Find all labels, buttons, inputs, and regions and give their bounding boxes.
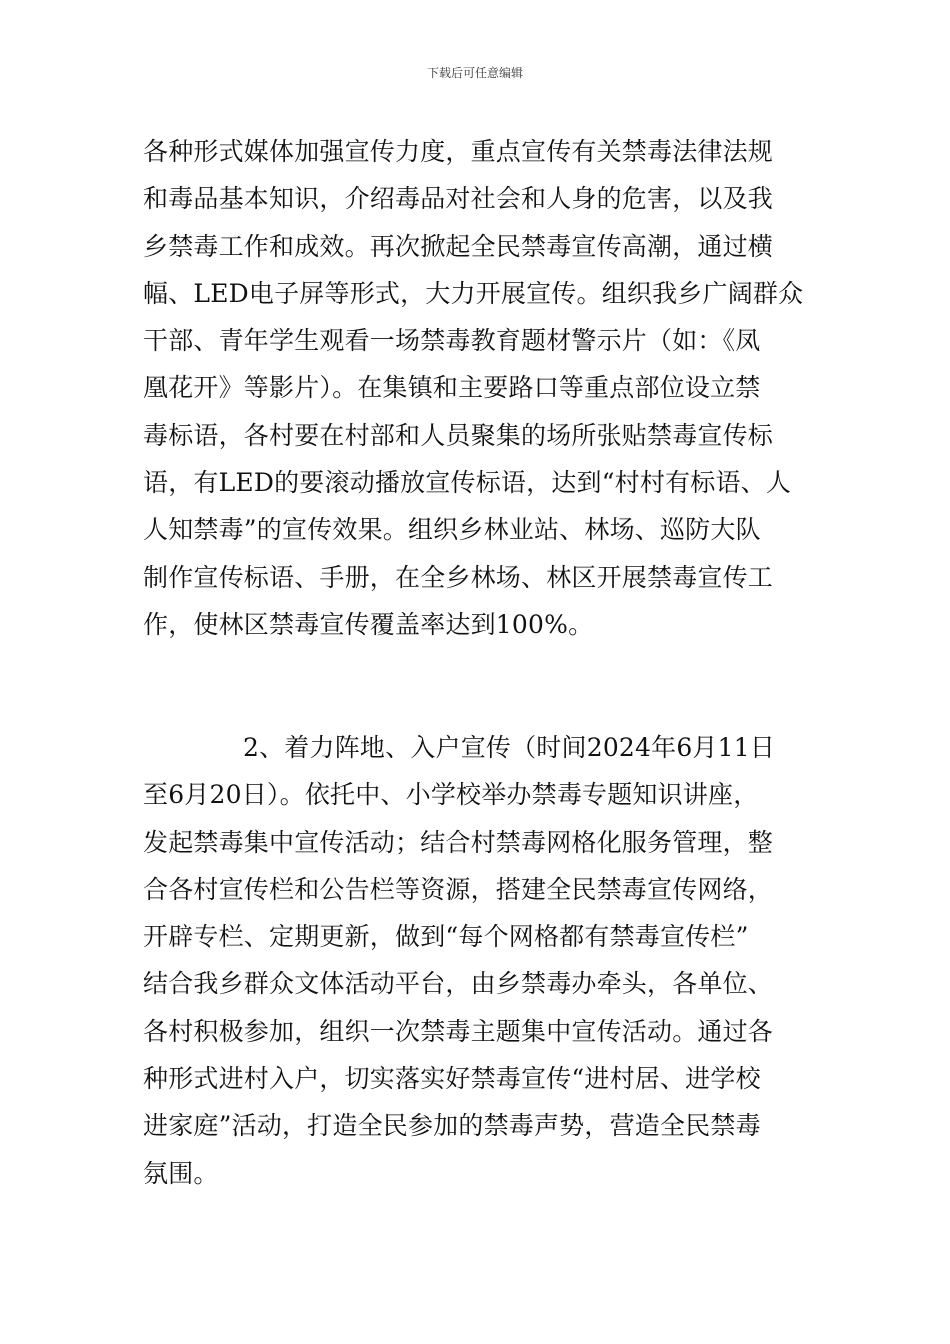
text-line: 结合我乡群众文体活动平台，由乡禁毒办牵头，各单位、	[143, 969, 774, 999]
page-header-note: 下载后可任意编辑	[426, 66, 523, 80]
text-line: 开辟专栏、定期更新，做到“每个网格都有禁毒宣传栏”	[143, 922, 749, 952]
text-line: 发起禁毒集中宣传活动；结合村禁毒网格化服务管理，整	[143, 827, 774, 857]
text-line: 幅、LED电子屏等形式，大力开展宣传。组织我乡广阔群众	[143, 278, 804, 308]
text-line: 各村积极参加，组织一次禁毒主题集中宣传活动。通过各	[143, 1016, 774, 1046]
body-paragraph-1	[143, 128, 807, 648]
text-line: 各种形式媒体加强宣传力度，重点宣传有关禁毒法律法规	[143, 137, 774, 166]
body-paragraph-2	[143, 724, 807, 1197]
text-line: 2、着力阵地、入户宣传（时间2024年6月11日	[243, 733, 776, 762]
text-line: 语，有LED的要滚动播放宣传标语，达到“村村有标语、人	[143, 468, 792, 498]
text-line: 合各村宣传栏和公告栏等资源，搭建全民禁毒宣传网络，	[143, 874, 774, 904]
text-line: 作，使林区禁毒宣传覆盖率达到100%。	[143, 609, 594, 639]
text-line: 至6月20日）。依托中、小学校举办禁毒专题知识讲座，	[143, 780, 759, 810]
text-line: 毒标语，各村要在村部和人员聚集的场所张贴禁毒宣传标	[143, 420, 774, 450]
text-line: 干部、青年学生观看一场禁毒教育题材警示片（如：《凤	[143, 326, 761, 356]
text-line: 制作宣传标语、手册，在全乡林场、林区开展禁毒宣传工	[143, 562, 774, 592]
text-line: 种形式进村入户，切实落实好禁毒宣传“进村居、进学校	[143, 1064, 761, 1094]
text-line: 和毒品基本知识，介绍毒品对社会和人身的危害，以及我	[143, 184, 774, 214]
text-line: 乡禁毒工作和成效。再次掀起全民禁毒宣传高潮，通过横	[143, 231, 774, 261]
text-line: 人知禁毒”的宣传效果。组织乡林业站、林场、巡防大队	[143, 515, 761, 545]
text-line: 进家庭”活动，打造全民参加的禁毒声势，营造全民禁毒	[143, 1111, 761, 1141]
text-line: 凰花开》等影片）。在集镇和主要路口等重点部位设立禁	[143, 373, 761, 403]
text-line: 氛围。	[143, 1158, 219, 1188]
